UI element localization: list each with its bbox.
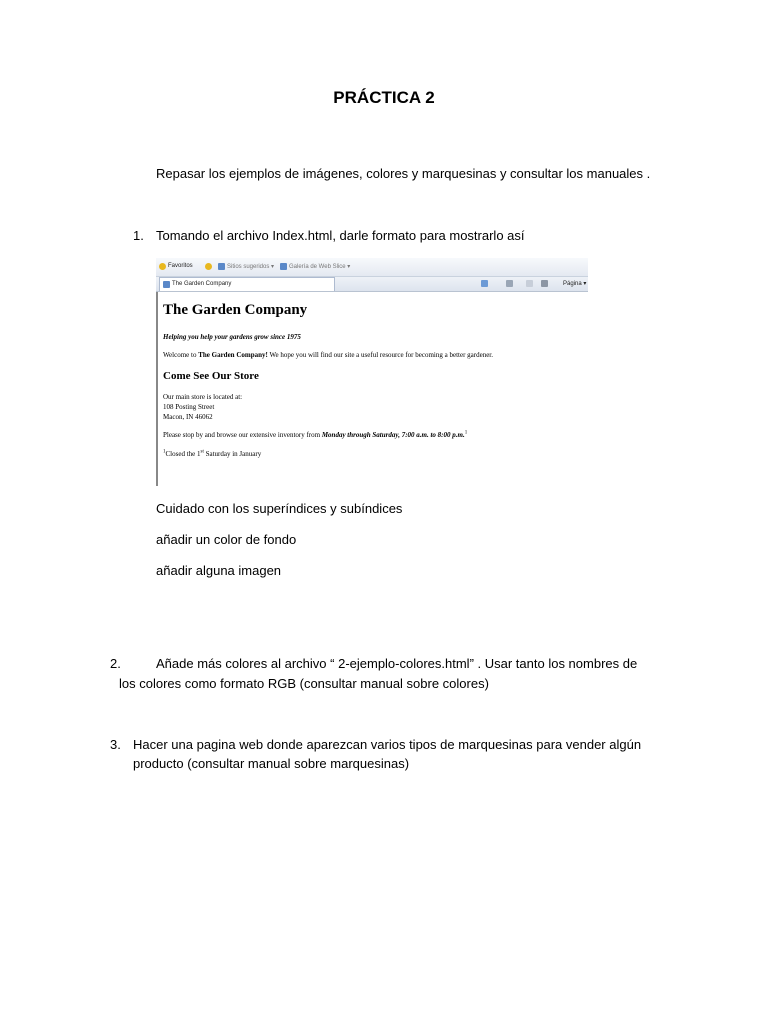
item3-number: 3. [110,737,121,752]
tab-title: The Garden Company [172,281,232,287]
welcome-post: We hope you will find our site a useful resource for becoming a better gardener. [267,351,494,359]
footnote-text [163,450,261,458]
note-background-color: añadir un color de fondo [156,532,297,547]
browser-screenshot [156,258,588,486]
store-heading: Come See Our Store [163,370,259,382]
favorites-label: Favoritos [168,263,193,269]
item1-number: 1. [133,228,144,243]
star-icon [159,263,166,270]
web-slice-gallery-label: Galería de Web Slice ▾ [289,264,351,270]
welcome-bold: The Garden Company! [198,351,268,359]
footnote-post: Saturday in January [203,450,262,458]
suggested-sites-label: Sitios sugeridos ▾ [227,264,275,270]
site-heading: The Garden Company [163,302,308,318]
page-title: PRÁCTICA 2 [333,88,435,107]
item2-number: 2. [110,656,121,671]
page-menu-label: Página ▾ [563,281,587,287]
intro-text: Repasar los ejemplos de imágenes, colores y marquesinas y consultar los manuales . [156,166,651,181]
welcome-pre: Welcome to [163,351,199,359]
hours-sup: 1 [464,430,468,436]
web-page-content [156,292,588,486]
hours-bold: Monday through Saturday, 7:00 a.m. to 8:00 p.m. [321,431,465,439]
web-slice-icon [280,263,287,270]
mail-icon [526,280,533,287]
address-city: Macon, IN 46062 [163,413,213,421]
item2-line2: los colores como formato RGB (consultar manual sobre colores) [119,676,489,691]
site-tagline: Helping you help your gardens grow since 1975 [163,333,301,341]
footnote-pre: Closed the 1 [165,450,201,458]
tab-favicon-icon [163,281,170,288]
add-favorite-icon [205,263,212,270]
address-intro: Our main store is located at: [163,393,243,401]
hours-text [163,431,467,439]
favorites-toolbar [156,258,588,277]
address-street: 108 Posting Street [163,403,215,411]
feeds-icon [506,280,513,287]
welcome-text [163,351,493,359]
item1-text: Tomando el archivo Index.html, darle formato para mostrarlo así [156,228,525,243]
item3-line2: producto (consultar manual sobre marquesinas) [133,756,410,771]
browser-tab [159,277,335,291]
hours-pre: Please stop by and browse our extensive inventory from [163,431,322,439]
home-icon [481,280,488,287]
item3-line1: Hacer una pagina web donde aparezcan varios tipos de marquesinas para vender algún [133,737,642,752]
item2-line1: Añade más colores al archivo “ 2-ejemplo-colores.html” . Usar tanto los nombres de [156,656,638,671]
print-icon [541,280,548,287]
footnote-ordinal: st [200,449,204,455]
footnote-sup: 1 [163,449,166,455]
note-image: añadir alguna imagen [156,563,282,578]
suggested-sites-icon [218,263,225,270]
note-superscripts: Cuidado con los superíndices y subíndices [156,501,403,516]
